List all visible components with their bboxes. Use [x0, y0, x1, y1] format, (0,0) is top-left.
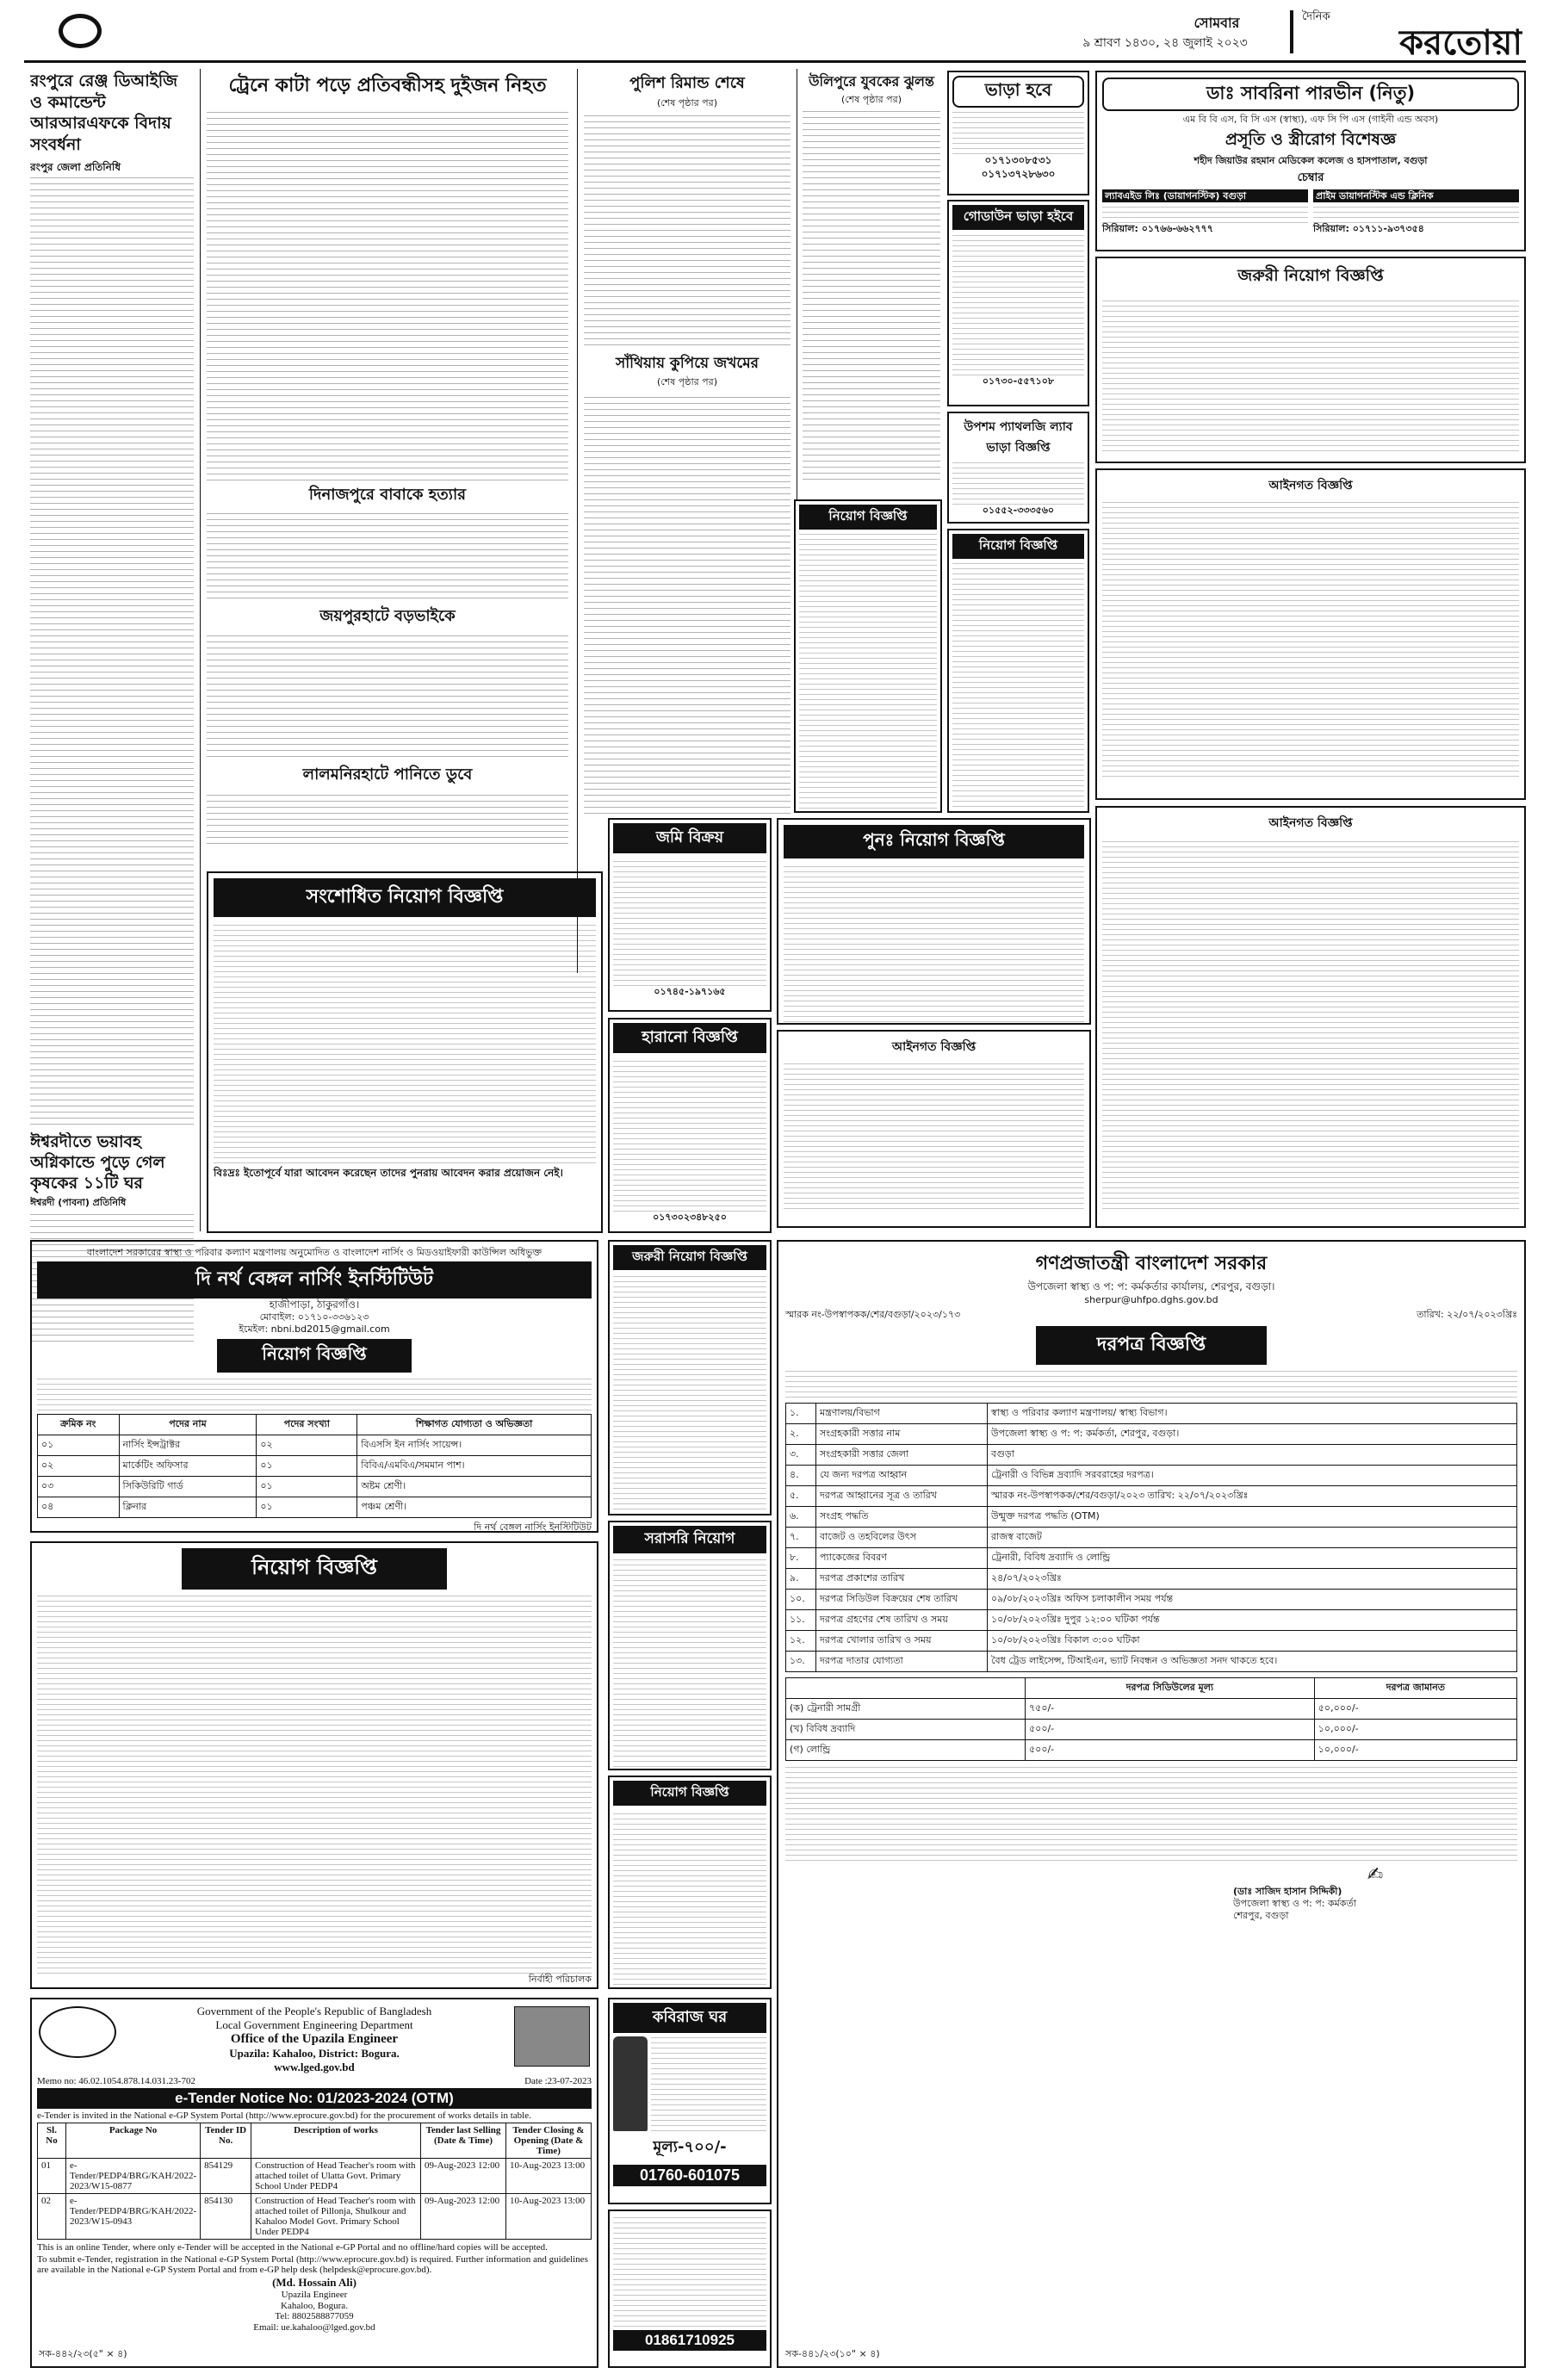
lged-line2: Local Government Engineering Department [215, 2018, 413, 2031]
godown-phone: ০১৭৩০-৫৫৭১০৮ [982, 375, 1055, 387]
land-body [613, 857, 766, 986]
lged-cell: 01 [38, 2159, 66, 2194]
godown-body [952, 233, 1084, 375]
govt-cell: ১০/০৮/২০২৩খ্রিঃ বিকাল ৩:০০ ঘটিকা [988, 1631, 1517, 1652]
table-row [786, 1404, 1517, 1424]
table-row [786, 1569, 1517, 1590]
job-small1-body [952, 562, 1084, 812]
govt-cell: ৭. [786, 1528, 816, 1548]
santhia-body [584, 392, 790, 814]
ain2-ad [777, 1030, 1091, 1228]
govt-sched-cell: ১০,০০০/- [1314, 1720, 1516, 1740]
ulipur-headline: উলিপুরে যুবকের ঝুলন্ত [809, 73, 934, 90]
doctor-serial2: সিরিয়াল: ০১৭১১-৯৩৭৩৫৪ [1313, 223, 1424, 235]
kabiraj-ad [608, 1998, 772, 2204]
govt-cell: দরপত্র প্রকাশের তারিখ [816, 1569, 988, 1590]
nursing-email: ইমেইল: nbni.bd2015@gmail.com [239, 1323, 390, 1336]
revised-note: বিঃদ্রঃ ইতোপূর্বে যারা আবেদন করেছেন তাদের পুনরায় আবেদন করার প্রয়োজন নেই। [214, 1167, 563, 1179]
govt-cell: বগুড়া [988, 1445, 1517, 1466]
doctor-chamber2: প্রাইম ডায়াগনস্টিক এন্ড ক্লিনিক [1313, 189, 1519, 203]
repost-body [784, 864, 1084, 1025]
lged-logo-icon [39, 2006, 116, 2058]
lost-ad [608, 1018, 772, 1233]
job-small1-ad [947, 529, 1089, 813]
ain3-title: আইনগত বিজ্ঞপ্তি [1268, 816, 1353, 830]
lged-cell: Construction of Head Teacher's room with attached toilet of Pillonja, Shulkour and Kahaloo Model Govt. Primary School Under PEDP4 [251, 2194, 421, 2240]
col-rule-1 [200, 69, 201, 1231]
table-row [786, 1424, 1517, 1445]
kabiraj-price: মূল্য-৭০০/- [653, 2138, 727, 2156]
nursing-cell: ০২ [38, 1455, 120, 1476]
lged-cell: 10-Aug-2023 13:00 [506, 2159, 592, 2194]
vara-ad [947, 71, 1089, 195]
fire-headline: ঈশ্বরদীতে ভয়াবহ অগ্নিকান্ডে পুড়ে গেল কৃষকের ১১টি ঘর [30, 1132, 165, 1193]
vara-phone1: ০১৭১৩০৮৫৩১ [984, 154, 1052, 166]
kabiraj-body [651, 2036, 766, 2131]
table-row [786, 1740, 1517, 1761]
urgent-ad [608, 1240, 772, 1515]
ain1-body [1102, 501, 1519, 777]
paper-name: করতোয়া [1399, 23, 1522, 59]
police-sub: (শেষ পৃষ্ঠার পর) [656, 97, 717, 108]
job-small1-title: নিয়োগ বিজ্ঞপ্তি [952, 534, 1084, 559]
masthead [24, 9, 1526, 60]
govt-cell: রাজস্ব বাজেট [988, 1528, 1517, 1548]
nursing-cell: নার্সিং ইন্সট্রাক্টর [119, 1435, 257, 1455]
table-row [786, 1720, 1517, 1740]
job-small2-title: নিয়োগ বিজ্ঞপ্তি [799, 505, 937, 530]
lged-cell: Construction of Head Teacher's room with attached toilet of Ulatta Govt. Primary School Under PEDP4 [251, 2159, 421, 2194]
lost-phone: ০১৭৩০২৩৪৮২৫০ [653, 1212, 727, 1223]
govt-cell: উপজেলা স্বাস্থ্য ও প: প: কর্মকর্তা, শেরপুর, বগুড়া। [988, 1424, 1517, 1445]
nursing-cell: ০১ [257, 1455, 357, 1476]
nursing-top-line: বাংলাদেশ সরকারের স্বাস্থ্য ও পরিবার কল্যাণ মন্ত্রণালয় অনুমোদিত ও বাংলাদেশ নার্সিং ও মিডওয়াইফারী কাউন্সিল অধিভুক্ত [86, 1247, 542, 1258]
govt-sign-name: (ডাঃ সাজিদ হাসান সিদ্দিকী) [1233, 1886, 1342, 1898]
ain3-body [1102, 839, 1519, 1209]
govt-cell: ৬. [786, 1507, 816, 1528]
vara-phone2: ০১৭১৩৭২৮৬৩০ [981, 167, 1056, 180]
lged-cell: 10-Aug-2023 13:00 [506, 2194, 592, 2240]
col-rule-2 [577, 69, 578, 973]
lged-sign-place: Kahaloo, Bogura. [281, 2300, 348, 2311]
lged-table [37, 2123, 592, 2240]
govt-cell: মন্ত্রণালয়/বিভাগ [816, 1404, 988, 1424]
table-row [38, 2159, 592, 2194]
table-row [786, 1548, 1517, 1569]
ain1-title: আইনগত বিজ্ঞপ্তি [1268, 479, 1353, 493]
nursing-sign: দি নর্থ বেঙ্গল নার্সিং ইনস্টিটিউট [474, 1521, 592, 1533]
govt-terms [785, 1766, 1517, 1861]
table-row [786, 1699, 1517, 1720]
ulipur-sub: (শেষ পৃষ্ঠার পর) [840, 94, 902, 105]
paper-name-small: দৈনিক [1302, 10, 1330, 23]
lost-body [613, 1057, 766, 1212]
nursing-cell: সিকিউরিটি গার্ড [119, 1476, 257, 1497]
dinajpur-headline: দিনাজপুরে বাবাকে হত্যার [308, 486, 467, 504]
lged-title: e-Tender Notice No: 01/2023-2024 (OTM) [37, 2088, 592, 2109]
lged-line5: www.lged.gov.bd [274, 2061, 355, 2073]
lged-line1: Government of the People's Republic of Bangladesh [196, 2005, 432, 2017]
train-headline: ট্রেনে কাটা পড়ে প্রতিবন্ধীসহ দুইজন নিহত [228, 75, 547, 96]
govt-bottom-ref: সক-৪৪১/২৩(১০" × ৪) [785, 2348, 880, 2359]
govt-cell: দরপত্র সিডিউল বিক্রয়ের শেষ তারিখ [816, 1590, 988, 1610]
masthead-rule [24, 60, 1526, 63]
doctor-chamber2-body [1313, 204, 1519, 223]
lalmonirhat-body [207, 792, 568, 844]
govt-cell: দরপত্র গ্রহণের শেষ তারিখ ও সময় [816, 1610, 988, 1631]
lged-th-sl: Sl. No [38, 2123, 66, 2159]
paper-logo-icon [59, 14, 102, 48]
lged-date: Date :23-07-2023 [524, 2076, 592, 2086]
lged-cell: 09-Aug-2023 12:00 [421, 2159, 506, 2194]
lged-foot2: To submit e-Tender, registration in the National e-GP System Portal (http://www.eprocure.gov.bd) is required. Further information and guidelines are available in the National e-GP System Portal and from e-GP help desk (helpdesk@eprocure.gov.bd). [37, 2254, 588, 2275]
bigjob-body [37, 1595, 592, 1974]
vara-title: ভাড়া হবে [952, 76, 1084, 108]
govt-sched-th: দরপত্র সিডিউলের মূল্য [1026, 1678, 1315, 1699]
lged-cell: 02 [38, 2194, 66, 2240]
direct-body [613, 1557, 766, 1770]
ain3-ad [1095, 806, 1526, 1228]
govt-schedule-table [785, 1677, 1517, 1761]
table-row [786, 1486, 1517, 1507]
upasham-title: উপশম প্যাথলজি ল্যাব ভাড়া বিজ্ঞপ্তি [964, 420, 1073, 455]
vara-body [952, 111, 1084, 154]
ulipur-body [803, 109, 940, 480]
nursing-cell: ০১ [257, 1497, 357, 1517]
govt-cell: ১. [786, 1404, 816, 1424]
rangpur-headline: রংপুরে রেঞ্জ ডিআইজি ও কমান্ডেন্ট আরআরএফকে বিদায় সংবর্ধনা [30, 71, 178, 155]
govt-cell: স্মারক নং-উপস্বাপকক/শের/বগুড়া/২০২৩ তারিখ: ২২/০৭/২০২৩খ্রিঃ [988, 1486, 1517, 1507]
nursing-title: নিয়োগ বিজ্ঞপ্তি [217, 1339, 412, 1373]
land-ad [608, 818, 772, 1012]
urgent-body [613, 1274, 766, 1515]
lged-email: Email: ue.kahaloo@lged.gov.bd [253, 2321, 375, 2333]
govt-cell: স্বাস্থ্য ও পরিবার কল্যাণ মন্ত্রণালয়/ স্বাস্থ্য বিভাগ। [988, 1404, 1517, 1424]
govt-cell: সংগ্রহকারী সত্তার জেলা [816, 1445, 988, 1466]
doctor-serial1: সিরিয়াল: ০১৭৬৬-৬৬২৭৭৭ [1102, 223, 1213, 235]
lged-bottom-ref: সক-৪৪২/২৩(৫" × ৪) [39, 2348, 127, 2359]
upasham-body [952, 462, 1084, 505]
upasham-phone: ০১৫৫২-৩৩৩৫৬০ [982, 505, 1055, 516]
nursing-cell: ০১ [38, 1435, 120, 1455]
govt-sched-cell: ৫০,০০০/- [1314, 1699, 1516, 1720]
govt-cell: ০৯/০৮/২০২৩খ্রিঃ অফিস চলাকালীন সময় পর্যন্ত [988, 1590, 1517, 1610]
govt-sign-place: শেরপুর, বগুড়া [1233, 1909, 1289, 1921]
lalmonirhat-headline: লালমনিরহাটে পানিতে ডুবে [302, 765, 473, 784]
lged-cell: 09-Aug-2023 12:00 [421, 2194, 506, 2240]
govt-sched-th: দরপত্র জামানত [1314, 1678, 1516, 1699]
nursing-mobile: মোবাইল: ০১৭১০-৩৩৬১২৩ [259, 1311, 369, 1323]
lged-line3: Office of the Upazila Engineer [230, 2032, 399, 2046]
job-small3-title: নিয়োগ বিজ্ঞপ্তি [613, 1781, 766, 1806]
govt-sched-cell: (গ) লোন্ড্রি [786, 1740, 1026, 1761]
land-phone: ০১৭৪৫-১৯৭১৬৫ [654, 986, 726, 997]
nursing-cell: বিবিএ/এমবিএ/সমমান পাশ। [357, 1455, 592, 1476]
kabiraj2-ad [608, 2210, 772, 2368]
table-row [38, 2194, 592, 2240]
govt-sched-cell: ৫০০/- [1026, 1740, 1315, 1761]
upasham-ad [947, 412, 1089, 524]
job-small2-body [799, 533, 937, 809]
job1-ad [1095, 257, 1526, 463]
lalmonirhat-article [207, 762, 568, 865]
rangpur-body [30, 177, 194, 1125]
joypurhat-body [207, 634, 568, 758]
ain1-ad [1095, 468, 1526, 800]
lged-th-tenderid: Tender ID No. [201, 2123, 251, 2159]
govt-cell: উন্মুক্ত দরপত্র পদ্ধতি (OTM) [988, 1507, 1517, 1528]
revised-ad [207, 871, 603, 1233]
table-row [786, 1445, 1517, 1466]
lged-th-package: Package No [66, 2123, 201, 2159]
table-row [786, 1631, 1517, 1652]
lged-ad [30, 1998, 598, 2368]
ulipur-article [803, 71, 940, 501]
repost-title: পুনঃ নিয়োগ বিজ্ঞপ্তি [784, 825, 1084, 858]
joypurhat-headline: জয়পুরহাটে বড়ভাইকে [319, 607, 456, 625]
govt-title: গণপ্রজাতন্ত্রী বাংলাদেশ সরকার [1035, 1253, 1268, 1274]
table-row [786, 1528, 1517, 1548]
table-row [786, 1507, 1517, 1528]
bigjob-sign: নির্বাহী পরিচালক [528, 1974, 592, 1985]
lged-intro: e-Tender is invited in the National e-GP System Portal (http://www.eprocure.gov.bd) for the procurement of works details in table. [37, 2110, 531, 2121]
direct-ad [608, 1521, 772, 1770]
govt-sched-cell: ৫০০/- [1026, 1720, 1315, 1740]
bigjob-ad [30, 1541, 598, 1989]
nursing-cell: ০৩ [38, 1476, 120, 1497]
govt-cell: সংগ্রহকারী সত্তার নাম [816, 1424, 988, 1445]
lged-sign-title: Upazila Engineer [281, 2289, 348, 2300]
police-headline: পুলিশ রিমান্ড শেষে [629, 74, 745, 92]
nursing-intro [37, 1376, 592, 1410]
lged-th-desc: Description of works [251, 2123, 421, 2159]
job1-body [1102, 296, 1519, 451]
kabiraj2-body [613, 2215, 766, 2327]
lged-cell: e-Tender/PEDP4/BRG/KAH/2022-2023/W15-0877 [66, 2159, 201, 2194]
lged-cell: 854129 [201, 2159, 251, 2194]
police-body [584, 113, 790, 345]
govt-cell: ৩. [786, 1445, 816, 1466]
govt-cell: ৯. [786, 1569, 816, 1590]
govt-ad [777, 1240, 1526, 2368]
fire-lead: ঈশ্বরদী (পাবনা) প্রতিনিধি [30, 1197, 127, 1209]
govt-cell: ৮. [786, 1548, 816, 1569]
revised-body [214, 922, 596, 1163]
job-small2-ad [794, 499, 942, 813]
godown-ad [947, 200, 1089, 406]
govt-sched-cell: (ক) ট্রেনারী সামগ্রী [786, 1699, 1026, 1720]
ain2-title: আইনগত বিজ্ঞপ্তি [891, 1040, 976, 1054]
bottle-image [613, 2036, 648, 2131]
direct-title: সরাসরি নিয়োগ [613, 1526, 766, 1553]
job-small3-ad [608, 1776, 772, 1989]
govt-sched-cell: ১০,০০০/- [1314, 1740, 1516, 1761]
nursing-th-3: পদের সংখ্যা [257, 1414, 357, 1435]
doctor-hospital: শহীদ জিয়াউর রহমান মেডিকেল কলেজ ও হাসপাতাল, বগুড়া [1194, 154, 1428, 166]
govt-email: sherpur@uhfpo.dghs.gov.bd [1084, 1293, 1218, 1305]
lost-title: হারানো বিজ্ঞপ্তি [613, 1023, 766, 1053]
govt-cell: প্যাকেজের বিবরণ [816, 1548, 988, 1569]
train-article [207, 71, 568, 484]
lged-sign-name: (Md. Hossain Ali) [272, 2276, 356, 2289]
govt-cell: ১৩. [786, 1652, 816, 1672]
govt-cell: ২. [786, 1424, 816, 1445]
doctor-degrees: এম বি বি এস, বি সি এস (স্বাস্থ্য), এফ সি পি এস (গাইনী এন্ড অবস) [1182, 114, 1439, 125]
govt-cell: বৈধ ট্রেড লাইসেন্স, টিআইএন, ভ্যাট নিবন্ধন ও অভিজ্ঞতা সনদ থাকতে হবে। [988, 1652, 1517, 1672]
lged-th-selling: Tender last Selling (Date & Time) [421, 2123, 506, 2159]
lged-cell: 854130 [201, 2194, 251, 2240]
repost-ad [777, 818, 1091, 1025]
kabiraj-title: কবিরাজ ঘর [613, 2003, 766, 2033]
govt-cell: ১০/০৮/২০২৩খ্রিঃ দুপুর ১২:০০ ঘটিকা পর্যন্ত [988, 1610, 1517, 1631]
masthead-divider [1290, 10, 1293, 53]
lged-cell: e-Tender/PEDP4/BRG/KAH/2022-2023/W15-0943 [66, 2194, 201, 2240]
govt-sched-cell: (খ) বিবিধ দ্রব্যাদি [786, 1720, 1026, 1740]
portrait-image [514, 2006, 590, 2067]
revised-title: সংশোধিত নিয়োগ বিজ্ঞপ্তি [214, 878, 596, 917]
govt-cell: ২৪/০৭/২০২৩খ্রিঃ [988, 1569, 1517, 1590]
nursing-name: দি নর্থ বেঙ্গল নার্সিং ইনস্টিটিউট [37, 1261, 592, 1298]
santhia-sub: (শেষ পৃষ্ঠার পর) [656, 375, 717, 387]
nursing-table [37, 1414, 592, 1518]
lged-th-closing: Tender Closing & Opening (Date & Time) [506, 2123, 592, 2159]
kabiraj2-phone: 01861710925 [613, 2330, 766, 2351]
signature-image: ✍ [1367, 1864, 1384, 1887]
table-row [786, 1652, 1517, 1672]
dinajpur-article [207, 482, 568, 758]
govt-cell: ৪. [786, 1466, 816, 1486]
bigjob-title: নিয়োগ বিজ্ঞপ্তি [182, 1548, 447, 1590]
table-row [786, 1466, 1517, 1486]
govt-title2: দরপত্র বিজ্ঞপ্তি [1036, 1326, 1267, 1365]
nursing-cell: বিএসসি ইন নার্সিং সায়েন্স। [357, 1435, 592, 1455]
nursing-th-1: ক্রমিক নং [38, 1414, 120, 1435]
table-row [786, 1590, 1517, 1610]
kabiraj-phone: 01760-601075 [613, 2165, 766, 2186]
govt-intro [785, 1370, 1517, 1398]
table-row [38, 1497, 592, 1517]
govt-cell: ১১. [786, 1610, 816, 1631]
table-row [786, 1610, 1517, 1631]
govt-cell: দরপত্র দাতার যোগ্যতা [816, 1652, 988, 1672]
lged-tel: Tel: 8802588877059 [275, 2311, 354, 2322]
masthead-date: ৯ শ্রাবণ ১৪৩০, ২৪ জুলাই ২০২৩ [1082, 36, 1248, 50]
urgent-title: জরুরী নিয়োগ বিজ্ঞপ্তি [613, 1245, 766, 1270]
govt-sign-title: উপজেলা স্বাস্থ্য ও প: প: কর্মকর্তা [1233, 1897, 1356, 1909]
nursing-cell: পঞ্চম শ্রেণী। [357, 1497, 592, 1517]
doctor-chamber1-body [1102, 204, 1308, 223]
lged-foot1: This is an online Tender, where only e-Tender will be accepted in the National e-GP Portal and no offline/hard copies will be accepted. [37, 2242, 548, 2253]
police-article [584, 71, 790, 871]
nursing-th-4: শিক্ষাগত যোগ্যতা ও অভিজ্ঞতা [357, 1414, 592, 1435]
nursing-cell: অষ্টম শ্রেণী। [357, 1476, 592, 1497]
masthead-day: সোমবার [1194, 15, 1240, 31]
table-row [38, 1435, 592, 1455]
govt-cell: ১২. [786, 1631, 816, 1652]
govt-cell: যে জন্য দরপত্র আহ্বান [816, 1466, 988, 1486]
santhia-headline: সাঁথিয়ায় কুপিয়ে জখমের [616, 354, 759, 372]
nursing-cell: ০৪ [38, 1497, 120, 1517]
govt-cell: দরপত্র খোলার তারিখ ও সময় [816, 1631, 988, 1652]
doctor-chamber1: ল্যাবএইড লিঃ (ডায়াগনস্টিক) বগুড়া [1102, 189, 1308, 203]
nursing-ad [30, 1240, 598, 1533]
govt-memo: স্মারক নং-উপস্বাপকক/শের/বগুড়া/২০২৩/১৭৩ [785, 1309, 961, 1321]
godown-title: গোডাউন ভাড়া হইবে [952, 205, 1084, 230]
dinajpur-body [207, 512, 568, 598]
govt-cell: ১০. [786, 1590, 816, 1610]
doctor-specialty: প্রসূতি ও স্ত্রীরোগ বিশেষজ্ঞ [1224, 129, 1397, 149]
govt-cell: দরপত্র আহ্বানের সূত্র ও তারিখ [816, 1486, 988, 1507]
govt-cell: ট্রেনারী, বিবিধ দ্রব্যাদি ও লোন্ড্রি [988, 1548, 1517, 1569]
doctor-ad [1095, 71, 1526, 251]
rangpur-lead: রংপুর জেলা প্রতিনিধি [30, 160, 121, 173]
govt-table [785, 1403, 1517, 1672]
govt-sched-cell: ৭৫০/- [1026, 1699, 1315, 1720]
govt-office: উপজেলা স্বাস্থ্য ও প: প: কর্মকর্তার কার্যালয়, শেরপুর, বগুড়া। [1027, 1280, 1275, 1292]
nursing-place: হাজীপাড়া, ঠাকুরগাঁও। [269, 1298, 360, 1311]
govt-cell: ৫. [786, 1486, 816, 1507]
govt-cell: বাজেট ও তহবিলের উৎস [816, 1528, 988, 1548]
lged-memo: Memo no: 46.02.1054.878.14.031.23-702 [37, 2076, 195, 2086]
govt-cell: সংগ্রহ পদ্ধতি [816, 1507, 988, 1528]
govt-sched-th [786, 1678, 1026, 1699]
land-title: জমি বিক্রয় [613, 823, 766, 853]
table-row [38, 1476, 592, 1497]
rangpur-article [30, 71, 194, 1224]
job1-title: জরুরী নিয়োগ বিজ্ঞপ্তি [1237, 266, 1384, 285]
train-body [207, 108, 568, 484]
job-small3-body [613, 1809, 766, 1989]
doctor-chamber-label: চেম্বার [1297, 170, 1324, 184]
doctor-name: ডাঃ সাবরিনা পারভীন (নিতু) [1102, 77, 1519, 111]
lged-line4: Upazila: Kahaloo, District: Bogura. [229, 2047, 400, 2060]
govt-cell: ট্রেনারী ও বিভিন্ন দ্রব্যাদি সরবরাহের দরপত্র। [988, 1466, 1517, 1486]
nursing-cell: মার্কেটিং অফিসার [119, 1455, 257, 1476]
nursing-th-2: পদের নাম [119, 1414, 257, 1435]
table-row [38, 1455, 592, 1476]
govt-date: তারিখ: ২২/০৭/২০২৩খ্রিঃ [1417, 1309, 1517, 1321]
ain2-body [784, 1063, 1084, 1209]
nursing-cell: ০১ [257, 1476, 357, 1497]
nursing-cell: ক্লিনার [119, 1497, 257, 1517]
nursing-cell: ০২ [257, 1435, 357, 1455]
